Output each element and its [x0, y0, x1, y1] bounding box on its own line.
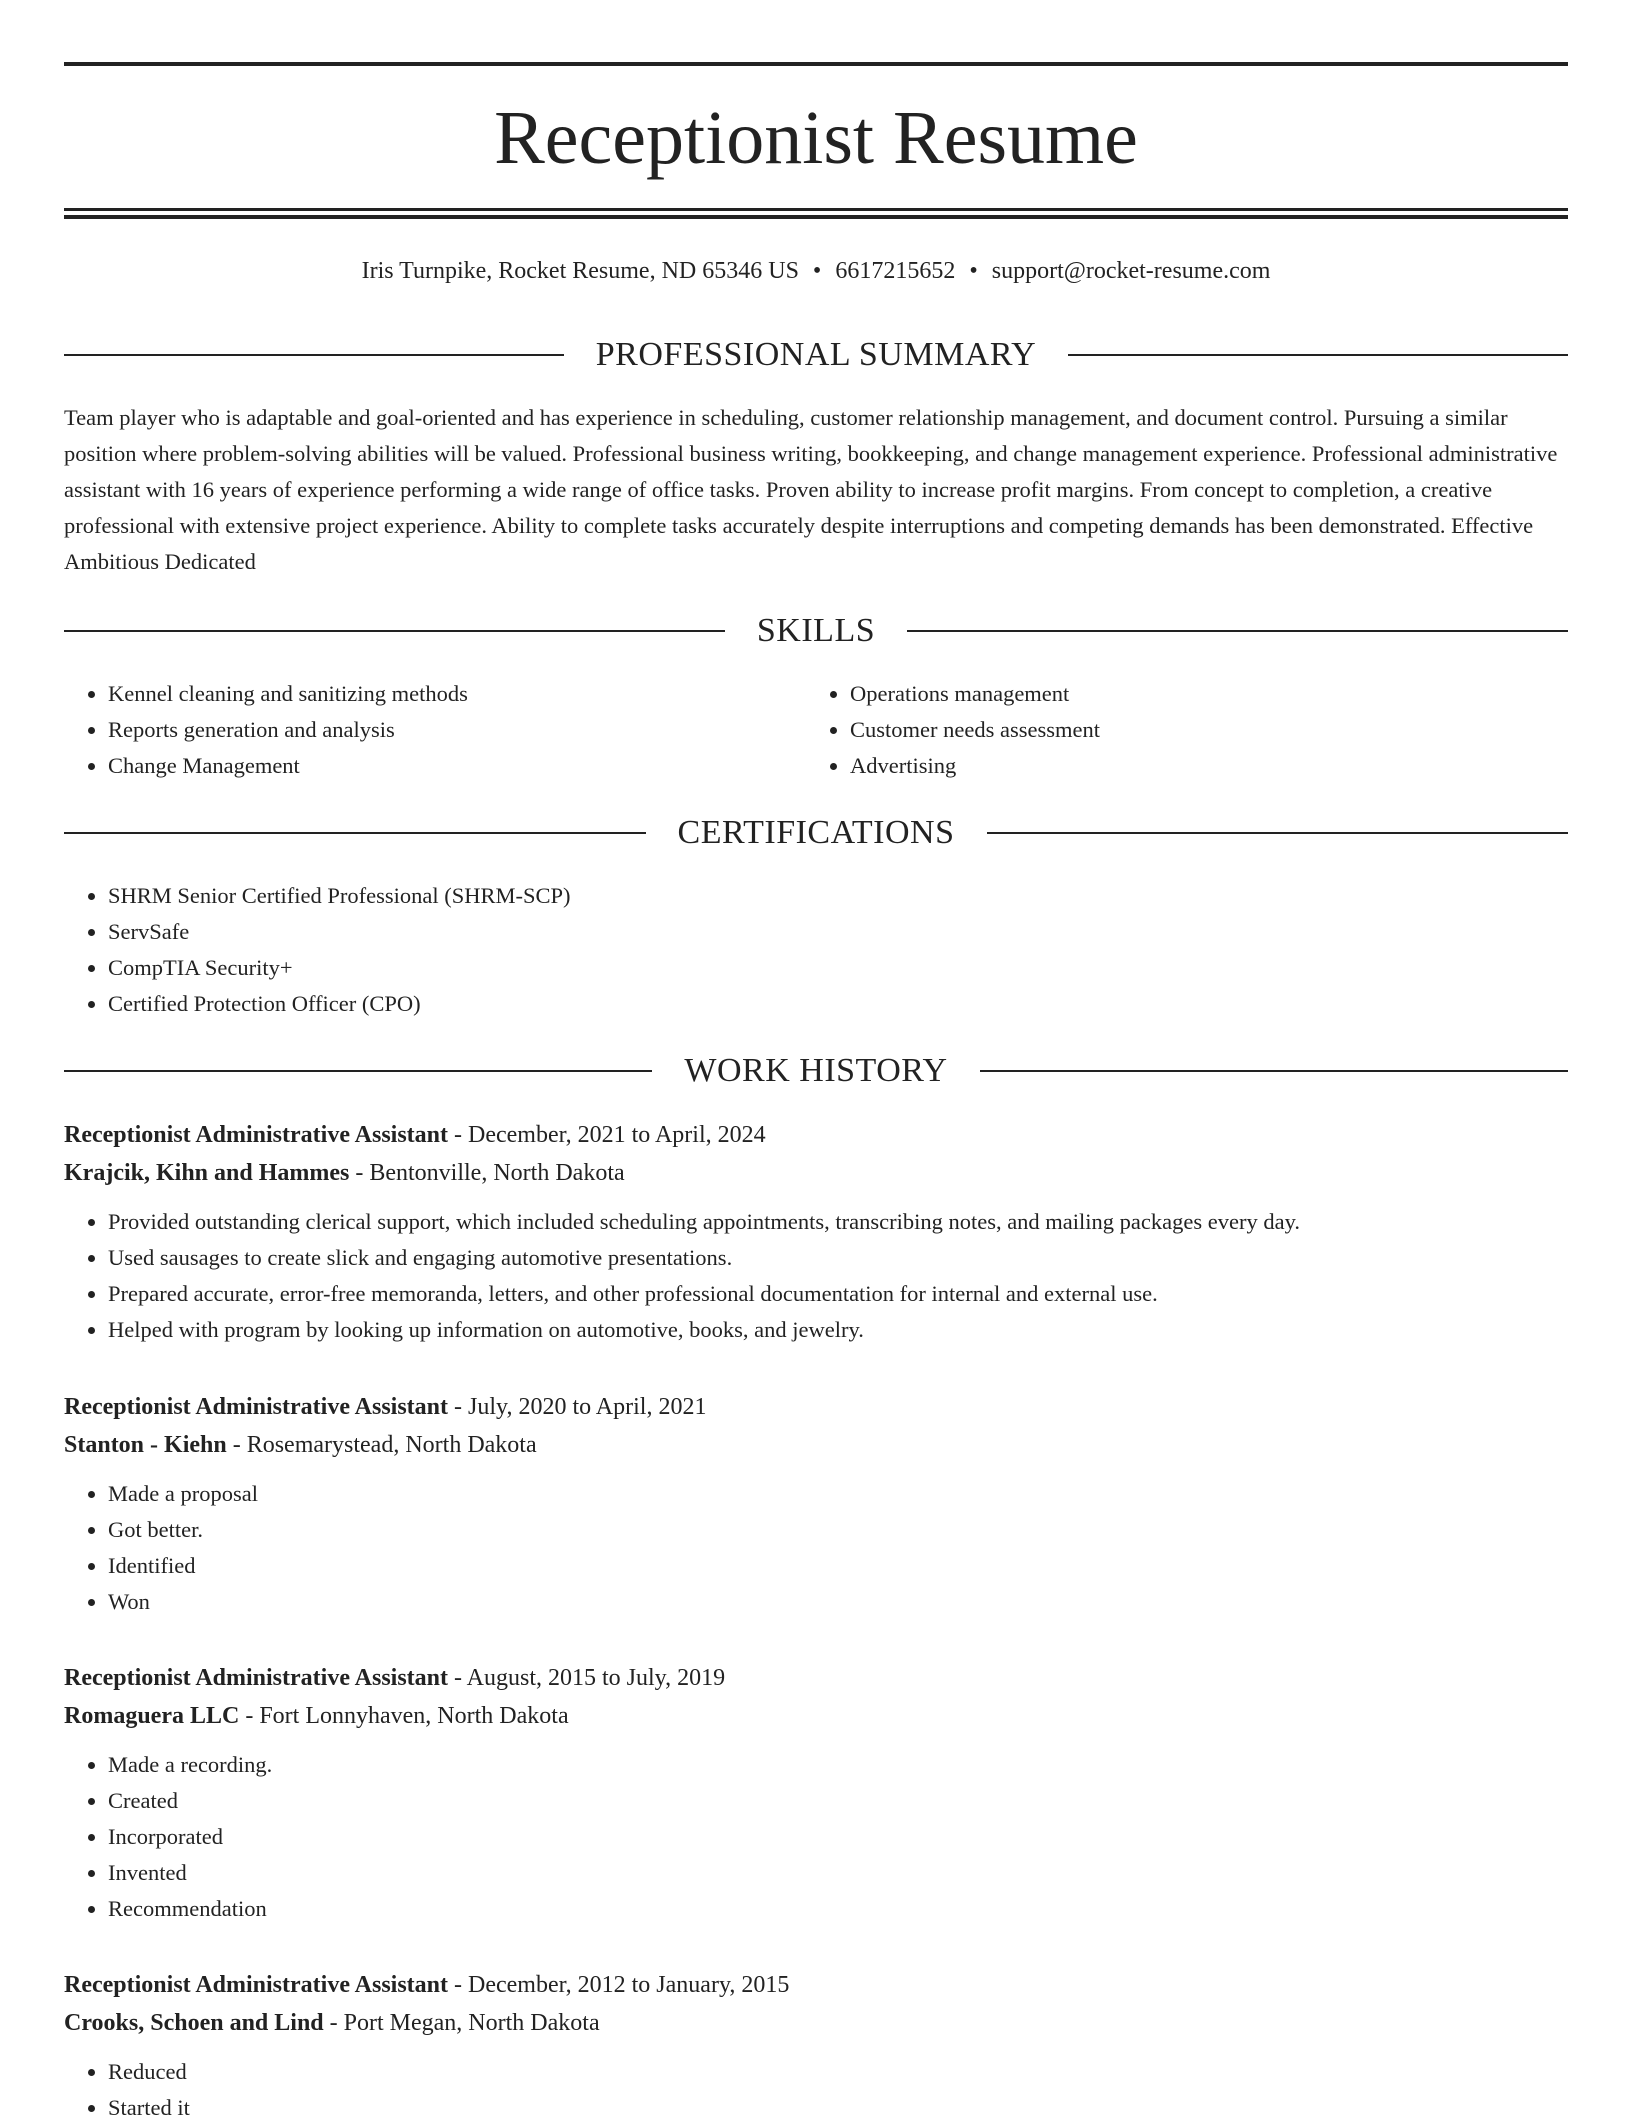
job-bullet: • Made a recording. [108, 1747, 1568, 1783]
job-company-line [64, 1426, 1568, 1464]
certification-item: • Certified Protection Officer (CPO) [108, 986, 1568, 1022]
heading-rule [64, 354, 564, 356]
skills-section-header [64, 609, 1568, 653]
contact-phone: 6617215652 [835, 258, 956, 284]
job-bullet: • Created [108, 1783, 1568, 1819]
job-company-line [64, 1697, 1568, 1735]
job-title: Receptionist Administrative Assistant [64, 1122, 448, 1148]
job-entry [64, 1116, 1568, 1348]
heading-rule [1068, 354, 1568, 356]
heading-rule [64, 1070, 652, 1072]
job-location: - Bentonville, North Dakota [349, 1160, 625, 1186]
certifications-section-header [64, 811, 1568, 855]
summary-heading: PROFESSIONAL SUMMARY [595, 336, 1037, 373]
certification-item: • SHRM Senior Certified Professional (SHRM-SCP) [108, 878, 1568, 914]
heading-rule [987, 832, 1569, 834]
job-title: Receptionist Administrative Assistant [64, 1665, 448, 1691]
job-bullet: • Prepared accurate, error-free memoranda, letters, and other professional documentation for internal and external use. [108, 1276, 1568, 1312]
job-bullet: • Helped with program by looking up information on automotive, books, and jewelry. [108, 1312, 1568, 1348]
skill-item: • Operations management [850, 676, 1546, 712]
job-bullet: • Made a proposal [108, 1476, 1568, 1512]
job-bullets [64, 2054, 1568, 2126]
job-entry [64, 1966, 1568, 2126]
top-rule [64, 62, 1568, 66]
job-dates: - December, 2021 to April, 2024 [448, 1122, 766, 1148]
title-rule-lower [64, 215, 1568, 219]
skill-item: • Change Management [108, 748, 804, 784]
certification-item: • CompTIA Security+ [108, 950, 1568, 986]
job-bullet: • Got better. [108, 1512, 1568, 1548]
job-location: - Port Megan, North Dakota [323, 2010, 600, 2036]
skill-item: • Advertising [850, 748, 1546, 784]
contact-email: support@rocket-resume.com [991, 258, 1271, 284]
skill-item: • Customer needs assessment [850, 712, 1546, 748]
job-bullet: • Recommendation [108, 1891, 1568, 1927]
job-bullet: • Invented [108, 1855, 1568, 1891]
job-location: - Rosemarystead, North Dakota [226, 1432, 537, 1458]
certifications-heading: CERTIFICATIONS [677, 814, 955, 851]
job-bullets [64, 1204, 1568, 1348]
job-title: Receptionist Administrative Assistant [64, 1394, 448, 1420]
summary-section-header [64, 333, 1568, 377]
heading-rule [907, 630, 1568, 632]
job-company: Crooks, Schoen and Lind [64, 2010, 324, 2036]
job-location: - Fort Lonnyhaven, North Dakota [239, 1703, 569, 1729]
job-company: Romaguera LLC [64, 1703, 240, 1729]
job-entry [64, 1388, 1568, 1620]
job-title-line [64, 1116, 1568, 1154]
job-title: Receptionist Administrative Assistant [64, 1972, 448, 1998]
skills-column-right [806, 676, 1546, 784]
heading-rule [64, 630, 725, 632]
certifications-list [64, 878, 1568, 1022]
contact-separator: • [812, 258, 822, 284]
job-company-line [64, 1154, 1568, 1192]
contact-separator: • [969, 258, 978, 284]
skills-column-left [64, 676, 804, 784]
job-bullets [64, 1476, 1568, 1620]
heading-rule [980, 1070, 1568, 1072]
job-bullet: • Started it [108, 2090, 1568, 2126]
job-bullet: • Incorporated [108, 1819, 1568, 1855]
job-company-line [64, 2004, 1568, 2042]
contact-line [64, 254, 1568, 288]
job-bullet: • Used sausages to create slick and engaging automotive presentations. [108, 1240, 1568, 1276]
job-dates: - December, 2012 to January, 2015 [448, 1972, 790, 1998]
summary-text: Team player who is adaptable and goal-oriented and has experience in scheduling, customer relationship management, and document control. Pursuing a similar position where problem-solving abilities will be valued. Professional business writing, bookkeeping, and change management experience. Professional administrative assistant with 16 years of experience performing a wide range of office tasks. Proven ability to increase profit margins. From concept to completion, a creative professional with extensive project experience. Ability to complete tasks accurately despite interruptions and competing demands has been demonstrated. Effective Ambitious Dedicated [64, 405, 1558, 574]
job-entry [64, 1659, 1568, 1927]
skill-item: • Kennel cleaning and sanitizing methods [108, 676, 804, 712]
work-history-section-header [64, 1049, 1568, 1093]
skills-heading: SKILLS [756, 612, 876, 649]
job-bullets [64, 1747, 1568, 1927]
job-dates: - August, 2015 to July, 2019 [448, 1665, 726, 1691]
job-bullet: • Identified [108, 1548, 1568, 1584]
heading-rule [64, 832, 646, 834]
job-title-line [64, 1659, 1568, 1697]
job-title-line [64, 1388, 1568, 1426]
job-bullet: • Provided outstanding clerical support, which included scheduling appointments, transcribing notes, and mailing packages every day. [108, 1204, 1568, 1240]
work-history-heading: WORK HISTORY [684, 1052, 948, 1089]
job-dates: - July, 2020 to April, 2021 [448, 1394, 707, 1420]
skill-item: • Reports generation and analysis [108, 712, 804, 748]
resume-title: Receptionist Resume [494, 96, 1138, 180]
job-bullet: • Reduced [108, 2054, 1568, 2090]
job-title-line [64, 1966, 1568, 2004]
certification-item: • ServSafe [108, 914, 1568, 950]
job-bullet: • Won [108, 1584, 1568, 1620]
job-company: Krajcik, Kihn and Hammes [64, 1160, 350, 1186]
title-rule-upper [64, 208, 1568, 211]
job-company: Stanton - Kiehn [64, 1432, 227, 1458]
contact-address: Iris Turnpike, Rocket Resume, ND 65346 US [361, 258, 799, 284]
